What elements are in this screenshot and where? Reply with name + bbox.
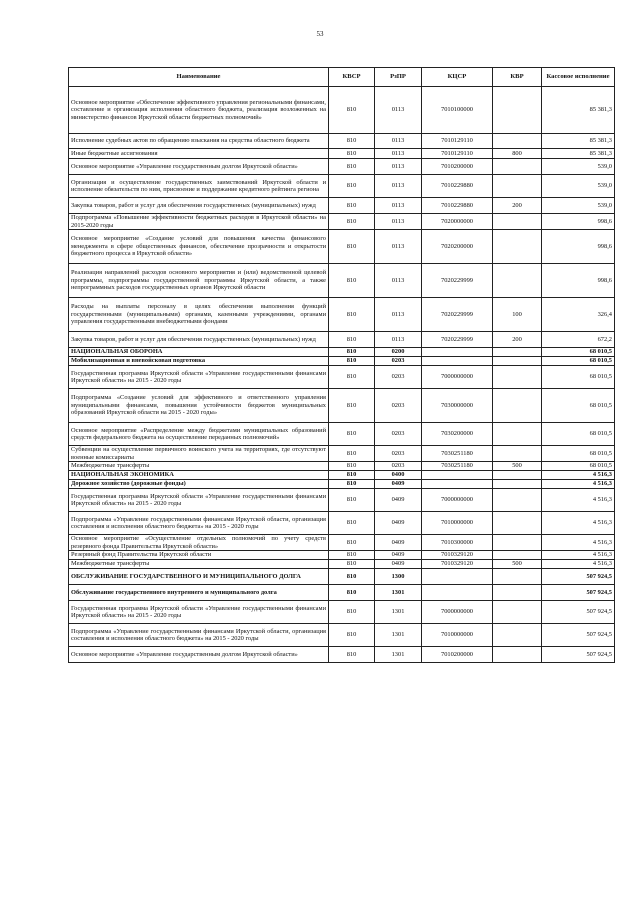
cell-kvsr: 810	[329, 214, 375, 230]
table-row	[69, 489, 615, 512]
cell-kvsr: 810	[329, 446, 375, 462]
cell-kvsr: 810	[329, 551, 375, 560]
table-row	[69, 159, 615, 175]
cell-rzpr: 0203	[375, 366, 422, 389]
cell-kcsr: 7010129110	[422, 149, 493, 159]
cell-kvsr: 810	[329, 357, 375, 366]
cell-amount: 85 381,3	[542, 149, 615, 159]
cell-kcsr: 7030251180	[422, 446, 493, 462]
cell-kcsr	[422, 471, 493, 480]
cell-kvsr: 810	[329, 264, 375, 298]
cell-kcsr: 7020229999	[422, 332, 493, 348]
cell-name: Подпрограмма «Управление государственными финансами Иркутской области, организация составления и исполнения областного бюджета» на 2015 - 2020 годы	[69, 624, 329, 647]
cell-kcsr: 7000000000	[422, 366, 493, 389]
cell-kvr	[493, 175, 542, 198]
cell-kcsr: 7020229999	[422, 298, 493, 332]
cell-amount: 68 010,5	[542, 348, 615, 357]
table-row	[69, 601, 615, 624]
cell-kvr	[493, 480, 542, 489]
cell-kvr: 200	[493, 332, 542, 348]
cell-kvr: 100	[493, 298, 542, 332]
cell-rzpr: 0113	[375, 134, 422, 149]
cell-kvr	[493, 471, 542, 480]
column-header-rzpr: РзПР	[375, 68, 422, 87]
cell-amount: 998,6	[542, 264, 615, 298]
table-row	[69, 366, 615, 389]
cell-name: Основное мероприятие «Управление государственным долгом Иркутской области»	[69, 647, 329, 663]
cell-rzpr: 0113	[375, 149, 422, 159]
table-row	[69, 480, 615, 489]
table-row	[69, 87, 615, 134]
cell-kvsr: 810	[329, 585, 375, 601]
cell-kvr	[493, 357, 542, 366]
cell-kcsr: 7020229999	[422, 264, 493, 298]
cell-kvr	[493, 569, 542, 585]
cell-name: Исполнение судебных актов по обращению взыскания на средства областного бюджета	[69, 134, 329, 149]
table-row	[69, 298, 615, 332]
cell-rzpr: 0409	[375, 551, 422, 560]
cell-kcsr: 7010300000	[422, 535, 493, 551]
cell-rzpr: 0203	[375, 389, 422, 423]
cell-kvsr: 810	[329, 134, 375, 149]
cell-rzpr: 1301	[375, 647, 422, 663]
table-header-row	[69, 68, 615, 87]
cell-kvsr: 810	[329, 647, 375, 663]
cell-kvsr: 810	[329, 462, 375, 471]
cell-name: Основное мероприятие «Создание условий для повышения качества финансового менеджмента в сфере общественных финансов, обеспечение прозрачности и открытости бюджетного процесса в Иркутской области»	[69, 230, 329, 264]
cell-kvsr: 810	[329, 149, 375, 159]
cell-rzpr: 0409	[375, 560, 422, 569]
table-row	[69, 647, 615, 663]
cell-name: Обслуживание государственного внутреннего и муниципального долга	[69, 585, 329, 601]
cell-kvr	[493, 423, 542, 446]
cell-kvr	[493, 134, 542, 149]
cell-kvsr: 810	[329, 489, 375, 512]
column-header-name: Наименование	[69, 68, 329, 87]
cell-kcsr: 7030200000	[422, 423, 493, 446]
cell-rzpr: 0203	[375, 462, 422, 471]
table-row	[69, 446, 615, 462]
cell-amount: 539,0	[542, 198, 615, 214]
cell-amount: 68 010,5	[542, 446, 615, 462]
cell-rzpr: 0409	[375, 489, 422, 512]
cell-kvsr: 810	[329, 348, 375, 357]
cell-name: Расходы на выплаты персоналу в целях обеспечения выполнения функций государственными (муниципальными) органами, казенными учреждениями, органами управления государственными внебюджетными фондами	[69, 298, 329, 332]
cell-kcsr: 7000000000	[422, 489, 493, 512]
cell-kcsr: 7020000000	[422, 214, 493, 230]
cell-kvsr: 810	[329, 175, 375, 198]
column-header-amount: Кассовое исполнение	[542, 68, 615, 87]
cell-rzpr: 0200	[375, 348, 422, 357]
cell-kvr	[493, 230, 542, 264]
cell-name: Межбюджетные трансферты	[69, 462, 329, 471]
cell-kvr	[493, 214, 542, 230]
table-row	[69, 175, 615, 198]
cell-kcsr: 7030000000	[422, 389, 493, 423]
cell-kcsr: 7010329120	[422, 560, 493, 569]
cell-kcsr: 7010229880	[422, 198, 493, 214]
cell-kcsr: 7010200000	[422, 647, 493, 663]
cell-rzpr: 1301	[375, 601, 422, 624]
cell-rzpr: 0113	[375, 230, 422, 264]
cell-kvsr: 810	[329, 569, 375, 585]
page-number: 53	[316, 30, 324, 38]
table-row	[69, 512, 615, 535]
cell-kvr	[493, 389, 542, 423]
cell-rzpr: 1301	[375, 585, 422, 601]
cell-kvsr: 810	[329, 471, 375, 480]
cell-kvr	[493, 489, 542, 512]
cell-amount: 998,6	[542, 230, 615, 264]
cell-kvsr: 810	[329, 389, 375, 423]
cell-amount: 4 516,3	[542, 535, 615, 551]
column-header-kvr: КВР	[493, 68, 542, 87]
cell-amount: 68 010,5	[542, 389, 615, 423]
cell-kcsr: 7030251180	[422, 462, 493, 471]
cell-name: Дорожное хозяйство (дорожные фонды)	[69, 480, 329, 489]
cell-amount: 68 010,5	[542, 462, 615, 471]
cell-kvr	[493, 647, 542, 663]
cell-name: Закупка товаров, работ и услуг для обеспечения государственных (муниципальных) нужд	[69, 332, 329, 348]
cell-kvr	[493, 601, 542, 624]
table-row	[69, 624, 615, 647]
cell-amount: 507 924,5	[542, 624, 615, 647]
cell-kcsr: 7020200000	[422, 230, 493, 264]
cell-rzpr: 0113	[375, 332, 422, 348]
cell-amount: 998,6	[542, 214, 615, 230]
cell-name: Основное мероприятие «Распределение между бюджетами муниципальных образований средств федерального бюджета на осуществление переданных полномочий»	[69, 423, 329, 446]
cell-kvr	[493, 348, 542, 357]
cell-amount: 4 516,3	[542, 560, 615, 569]
cell-amount: 4 516,3	[542, 471, 615, 480]
cell-kcsr: 7000000000	[422, 601, 493, 624]
table-row	[69, 198, 615, 214]
cell-name: Субвенции на осуществление первичного воинского учета на территориях, где отсутствуют военные комиссариаты	[69, 446, 329, 462]
cell-amount: 4 516,3	[542, 489, 615, 512]
cell-rzpr: 0203	[375, 446, 422, 462]
cell-name: Основное мероприятие «Осуществление отдельных полномочий по учету средств резервного фонда Правительства Иркутской области»	[69, 535, 329, 551]
cell-kvr: 500	[493, 560, 542, 569]
cell-amount: 326,4	[542, 298, 615, 332]
cell-kcsr: 7010100000	[422, 87, 493, 134]
cell-rzpr: 0203	[375, 423, 422, 446]
cell-rzpr: 0113	[375, 159, 422, 175]
cell-rzpr: 0409	[375, 480, 422, 489]
cell-kvr: 200	[493, 198, 542, 214]
cell-kvr: 500	[493, 462, 542, 471]
cell-name: Государственная программа Иркутской области «Управление государственными финансами Иркутской области» на 2015 - 2020 годы	[69, 366, 329, 389]
column-header-kcsr: КЦСР	[422, 68, 493, 87]
cell-kcsr: 7010000000	[422, 624, 493, 647]
cell-amount: 4 516,3	[542, 551, 615, 560]
cell-rzpr: 0113	[375, 214, 422, 230]
table-row	[69, 357, 615, 366]
table-row	[69, 535, 615, 551]
cell-name: Государственная программа Иркутской области «Управление государственными финансами Иркутской области» на 2015 - 2020 годы	[69, 601, 329, 624]
cell-kvr	[493, 535, 542, 551]
cell-kcsr: 7010129110	[422, 134, 493, 149]
budget-table	[68, 67, 615, 663]
cell-amount: 507 924,5	[542, 647, 615, 663]
cell-name: Реализация направлений расходов основного мероприятия и (или) ведомственной целевой программы, подпрограммы государственной программы Иркутской области, а также непрограммных расходов государственных органов Иркутской области	[69, 264, 329, 298]
column-header-kvsr: КВСР	[329, 68, 375, 87]
cell-kvsr: 810	[329, 560, 375, 569]
cell-name: НАЦИОНАЛЬНАЯ ОБОРОНА	[69, 348, 329, 357]
table-row	[69, 462, 615, 471]
cell-kvsr: 810	[329, 298, 375, 332]
cell-kvr	[493, 366, 542, 389]
cell-name: Межбюджетные трансферты	[69, 560, 329, 569]
cell-kvsr: 810	[329, 535, 375, 551]
cell-rzpr: 0400	[375, 471, 422, 480]
cell-rzpr: 0113	[375, 87, 422, 134]
table-row	[69, 585, 615, 601]
cell-name: Подпрограмма «Создание условий для эффективного и ответственного управления муниципальными финансами, повышения устойчивости бюджетов муниципальных образований Иркутской области на 2015 - 2020 годы»	[69, 389, 329, 423]
cell-kvr	[493, 512, 542, 535]
table-row	[69, 214, 615, 230]
cell-kvsr: 810	[329, 159, 375, 175]
cell-rzpr: 0409	[375, 535, 422, 551]
cell-kvsr: 810	[329, 601, 375, 624]
cell-kvsr: 810	[329, 230, 375, 264]
cell-amount: 539,0	[542, 175, 615, 198]
cell-rzpr: 1301	[375, 624, 422, 647]
cell-name: Государственная программа Иркутской области «Управление государственными финансами Иркутской области» на 2015 - 2020 годы	[69, 489, 329, 512]
table-row	[69, 389, 615, 423]
cell-kcsr	[422, 357, 493, 366]
cell-name: Основное мероприятие «Обеспечение эффективного управления региональными финансами, составление и организация исполнения областного бюджета, реализация возложенных на министерство финансов Иркутской области бюджетных полномочий»	[69, 87, 329, 134]
cell-name: ОБСЛУЖИВАНИЕ ГОСУДАРСТВЕННОГО И МУНИЦИПАЛЬНОГО ДОЛГА	[69, 569, 329, 585]
cell-kvr	[493, 159, 542, 175]
cell-name: Мобилизационная и вневойсковая подготовка	[69, 357, 329, 366]
cell-name: Подпрограмма «Повышение эффективности бюджетных расходов в Иркутской области» на 2015-2020 годы	[69, 214, 329, 230]
cell-kcsr: 7010200000	[422, 159, 493, 175]
cell-kcsr	[422, 569, 493, 585]
cell-kvsr: 810	[329, 512, 375, 535]
cell-name: Организация и осуществление государственных заимствований Иркутской области и исполнение обязательств по ним, присвоение и поддержание кредитного рейтинга региона	[69, 175, 329, 198]
cell-kcsr: 7010329120	[422, 551, 493, 560]
cell-amount: 507 924,5	[542, 585, 615, 601]
table-row	[69, 264, 615, 298]
cell-kvsr: 810	[329, 624, 375, 647]
cell-rzpr: 0113	[375, 198, 422, 214]
cell-kvsr: 810	[329, 332, 375, 348]
table-row	[69, 560, 615, 569]
cell-name: Закупка товаров, работ и услуг для обеспечения государственных (муниципальных) нужд	[69, 198, 329, 214]
cell-kvr	[493, 551, 542, 560]
cell-kcsr	[422, 480, 493, 489]
cell-kvsr: 810	[329, 423, 375, 446]
cell-amount: 539,0	[542, 159, 615, 175]
cell-kvsr: 810	[329, 198, 375, 214]
cell-amount: 68 010,5	[542, 423, 615, 446]
cell-kvsr: 810	[329, 87, 375, 134]
table-row	[69, 569, 615, 585]
table-row	[69, 149, 615, 159]
table-row	[69, 471, 615, 480]
cell-name: Подпрограмма «Управление государственными финансами Иркутской области, организация составления и исполнения областного бюджета» на 2015 - 2020 годы	[69, 512, 329, 535]
cell-name: Основное мероприятие «Управление государственным долгом Иркутской области»	[69, 159, 329, 175]
cell-rzpr: 0203	[375, 357, 422, 366]
cell-rzpr: 0113	[375, 298, 422, 332]
cell-kcsr: 7010000000	[422, 512, 493, 535]
cell-kvr	[493, 585, 542, 601]
cell-amount: 68 010,5	[542, 357, 615, 366]
cell-amount: 672,2	[542, 332, 615, 348]
cell-name: Иные бюджетные ассигнования	[69, 149, 329, 159]
cell-kvr	[493, 624, 542, 647]
table-row	[69, 423, 615, 446]
cell-rzpr: 1300	[375, 569, 422, 585]
cell-kvr	[493, 446, 542, 462]
cell-amount: 85 381,3	[542, 87, 615, 134]
table-row	[69, 134, 615, 149]
cell-kvsr: 810	[329, 366, 375, 389]
cell-kcsr: 7010229880	[422, 175, 493, 198]
cell-amount: 4 516,3	[542, 512, 615, 535]
cell-amount: 85 381,3	[542, 134, 615, 149]
cell-rzpr: 0113	[375, 264, 422, 298]
cell-kcsr	[422, 585, 493, 601]
cell-amount: 507 924,5	[542, 569, 615, 585]
cell-kvr	[493, 87, 542, 134]
cell-kvr	[493, 264, 542, 298]
cell-kvsr: 810	[329, 480, 375, 489]
table-row	[69, 551, 615, 560]
table-body	[69, 87, 615, 663]
cell-amount: 68 010,5	[542, 366, 615, 389]
cell-rzpr: 0409	[375, 512, 422, 535]
table-row	[69, 348, 615, 357]
table-row	[69, 332, 615, 348]
cell-name: Резервный фонд Правительства Иркутской области	[69, 551, 329, 560]
cell-name: НАЦИОНАЛЬНАЯ ЭКОНОМИКА	[69, 471, 329, 480]
cell-rzpr: 0113	[375, 175, 422, 198]
cell-amount: 507 924,5	[542, 601, 615, 624]
cell-amount: 4 516,3	[542, 480, 615, 489]
table-row	[69, 230, 615, 264]
cell-kvr: 800	[493, 149, 542, 159]
cell-kcsr	[422, 348, 493, 357]
